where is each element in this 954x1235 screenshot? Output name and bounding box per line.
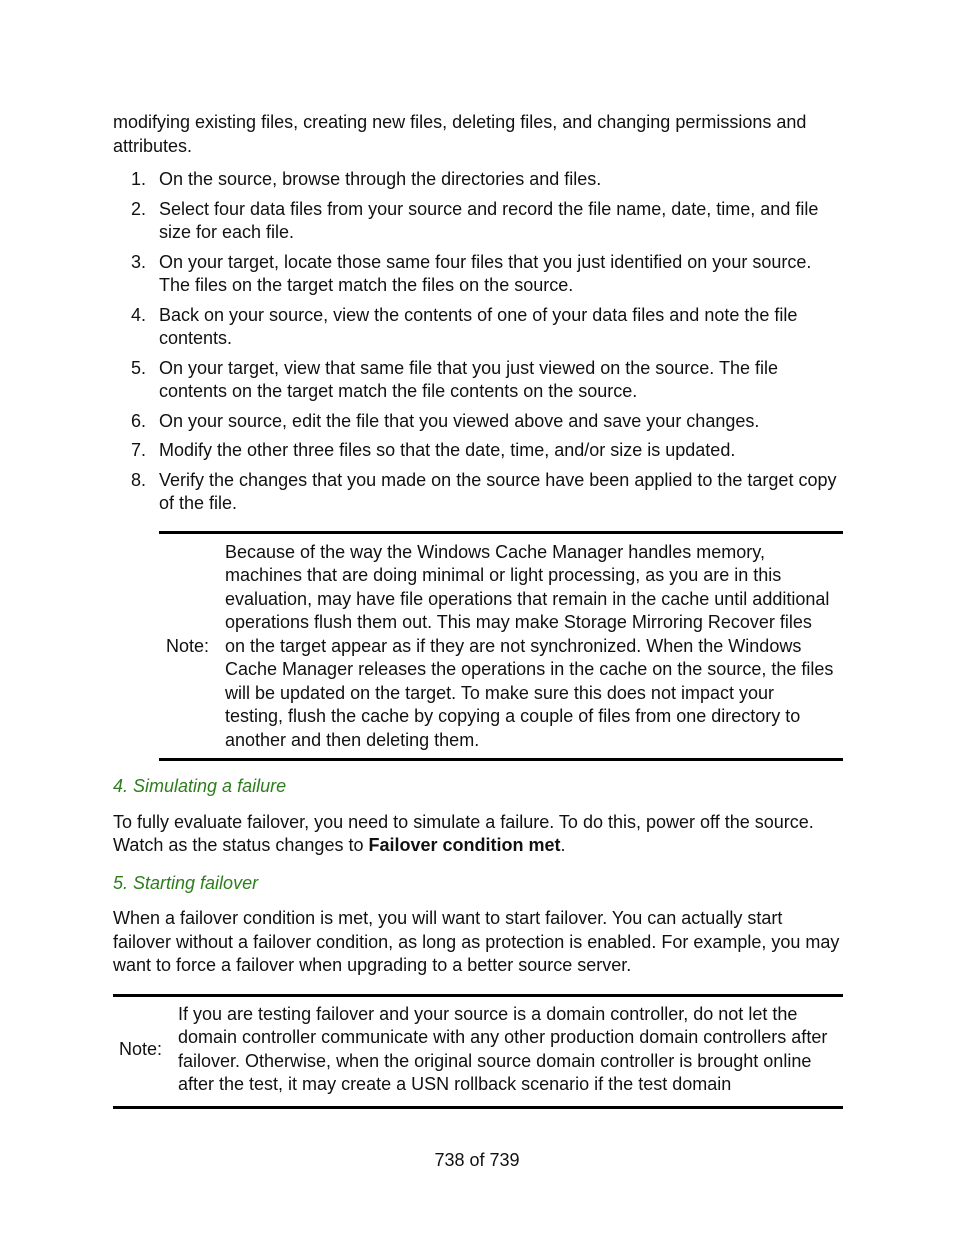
intro-paragraph: modifying existing files, creating new files, deleting files, and changing permissions and attributes.	[113, 112, 807, 156]
step-text: On your target, locate those same four files that you just identified on your source. The files on the target match the files on the source.	[159, 251, 812, 295]
step-number: 6.	[131, 410, 147, 431]
note-label: Note:	[119, 1038, 163, 1059]
list-item	[113, 357, 843, 404]
note-text: If you are testing failover and your source is a domain controller, do not let the domain controller communicate with any other production domain controllers after failover. Otherwise, when the original source domain controller is brought online after the test, it may create a USN rollback scenario if the test domain	[178, 1003, 828, 1094]
list-item	[113, 251, 843, 298]
step-number: 7.	[131, 440, 147, 460]
status-name: Failover condition met	[368, 835, 561, 855]
document-body	[113, 111, 843, 1109]
steps-list	[113, 168, 843, 516]
paragraph-text-end: .	[560, 835, 566, 855]
step-number: 8.	[131, 469, 147, 490]
step-number: 5.	[131, 357, 147, 378]
section-heading-simulating-failure: 4. Simulating a failure	[113, 776, 287, 796]
step-number: 3.	[131, 251, 147, 272]
list-item	[113, 410, 843, 434]
cache-note	[159, 531, 843, 762]
domain-controller-note	[113, 994, 843, 1109]
list-item	[113, 198, 843, 245]
starting-failover-paragraph: When a failover condition is met, you will want to start failover. You can actually start failover without a failover condition, as long as protection is enabled. For example, you may want to force a failover when upgrading to a better source server.	[113, 908, 840, 975]
note-text: Because of the way the Windows Cache Manager handles memory, machines that are doing minimal or light processing, as you are in this evaluation, may have file operations that remain in the cache until additional operations flush them out. This may make Storage Mirroring Recover files on the target appear as if they are not synchronized. When the Windows Cache Manager releases the operations in the cache on the source, the files will be updated on the target. To make sure this does not impact your testing, flush the cache by copying a couple of files from one directory to another and then deleting them.	[225, 541, 834, 750]
step-number: 4.	[131, 304, 147, 325]
step-number: 1.	[131, 169, 147, 189]
note-label: Note:	[166, 635, 210, 656]
step-text: Back on your source, view the contents of one of your data files and note the file contents.	[159, 304, 798, 348]
section-heading-starting-failover: 5. Starting failover	[113, 872, 259, 893]
paragraph-text: To fully evaluate failover, you need to simulate a failure. To do this, power off the source. Watch as the status changes to	[113, 811, 814, 855]
step-text: Modify the other three files so that the date, time, and/or size is updated.	[159, 440, 736, 460]
list-item	[113, 168, 843, 192]
list-item	[113, 304, 843, 351]
step-text: Select four data files from your source and record the file name, date, time, and file size for each file.	[159, 198, 819, 242]
page-number: 738 of 739	[434, 1150, 520, 1170]
list-item	[113, 469, 843, 516]
step-text: On your source, edit the file that you viewed above and save your changes.	[159, 410, 760, 431]
step-text: Verify the changes that you made on the source have been applied to the target copy of the file.	[159, 469, 837, 513]
step-number: 2.	[131, 198, 147, 219]
step-text: On the source, browse through the directories and files.	[159, 169, 602, 189]
list-item	[113, 439, 843, 463]
step-text: On your target, view that same file that you just viewed on the source. The file contents on the target match the file contents on the source.	[159, 357, 778, 401]
simulating-failure-paragraph	[113, 811, 843, 858]
